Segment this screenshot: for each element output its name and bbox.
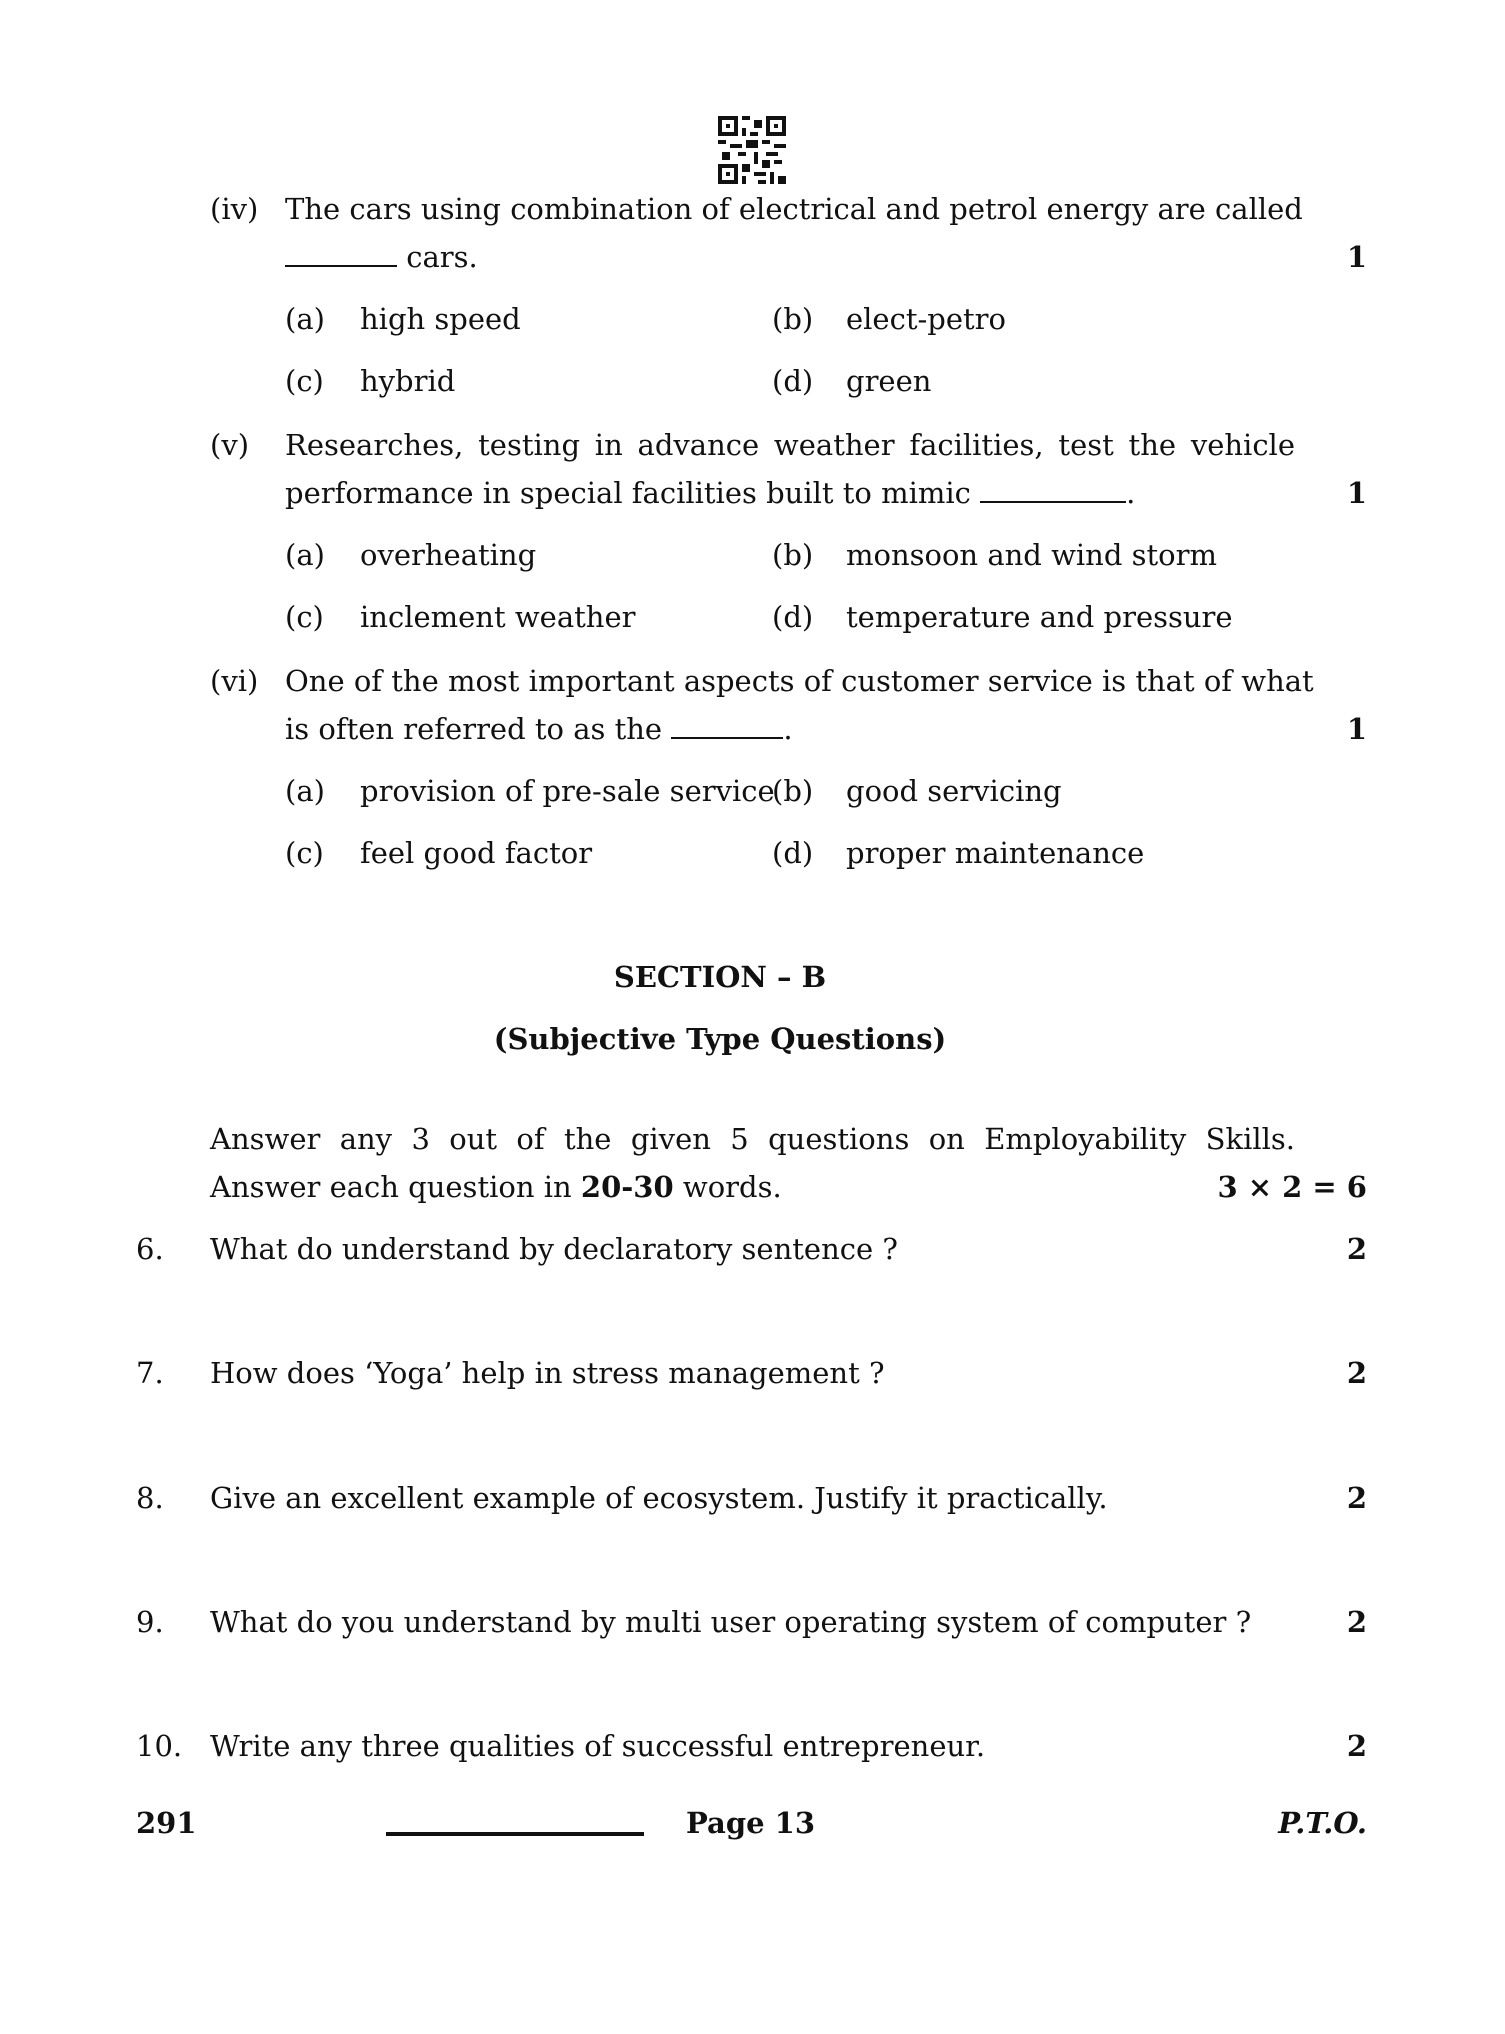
instruction-line2 <box>210 1170 782 1204</box>
question-marks: 2 <box>1346 1481 1367 1515</box>
question-text-line1: The cars using combination of electrical and petrol energy are called <box>285 192 1303 226</box>
question-text: How does ‘Yoga’ help in stress management ? <box>210 1356 885 1390</box>
option-label: (c) <box>285 600 324 634</box>
answer-blank <box>285 264 397 267</box>
question-text-line2-start: is often referred to as the <box>285 712 663 746</box>
option-text: proper maintenance <box>846 836 1145 870</box>
option-text: high speed <box>360 302 521 336</box>
question-number: 8. <box>136 1481 164 1515</box>
question-text-line2-end: cars. <box>406 240 478 274</box>
option-text: inclement weather <box>360 600 636 634</box>
question-number: (v) <box>210 428 250 462</box>
question-number: 9. <box>136 1605 164 1639</box>
question-text-line2-end: . <box>1126 476 1136 510</box>
instruction-text: Answer each question in <box>210 1170 581 1204</box>
option-label: (c) <box>285 836 324 870</box>
section-title: SECTION – B <box>613 960 827 994</box>
footer-rule <box>386 1832 644 1836</box>
option-label: (d) <box>772 600 814 634</box>
section-total-marks: 3 × 2 = 6 <box>1217 1170 1367 1204</box>
option-label: (b) <box>772 538 814 572</box>
option-label: (c) <box>285 364 324 398</box>
qr-code <box>718 116 786 184</box>
option-text: provision of pre-sale service <box>360 774 775 808</box>
question-number: 6. <box>136 1232 164 1266</box>
option-label: (b) <box>772 302 814 336</box>
option-text: hybrid <box>360 364 456 398</box>
option-label: (a) <box>285 774 325 808</box>
question-text: Give an excellent example of ecosystem. Justify it practically. <box>210 1481 1108 1515</box>
instruction-text-end: words. <box>673 1170 782 1204</box>
answer-blank <box>671 736 783 739</box>
instruction-word-range: 20-30 <box>580 1170 674 1204</box>
option-text: overheating <box>360 538 537 572</box>
question-text-line2 <box>285 712 793 746</box>
option-text: elect-petro <box>846 302 1006 336</box>
option-text: green <box>846 364 932 398</box>
question-marks: 1 <box>1346 476 1367 510</box>
page-number: Page 13 <box>686 1806 815 1840</box>
question-text-line1: Researches, testing in advance weather facilities, test the vehicle <box>285 428 1295 462</box>
paper-code: 291 <box>136 1806 197 1840</box>
question-text: What do you understand by multi user operating system of computer ? <box>210 1605 1252 1639</box>
pto-label: P.T.O. <box>1278 1806 1367 1840</box>
question-number: (iv) <box>210 192 259 226</box>
question-text-line1: One of the most important aspects of customer service is that of what <box>285 664 1314 698</box>
option-text: feel good factor <box>360 836 593 870</box>
option-text: good servicing <box>846 774 1062 808</box>
question-text-line2 <box>285 240 478 274</box>
option-text: temperature and pressure <box>846 600 1233 634</box>
question-marks: 2 <box>1346 1232 1367 1266</box>
section-subtitle: (Subjective Type Questions) <box>493 1022 947 1056</box>
question-marks: 2 <box>1346 1729 1367 1763</box>
question-text: What do understand by declaratory sentence ? <box>210 1232 898 1266</box>
question-marks: 2 <box>1346 1605 1367 1639</box>
question-marks: 2 <box>1346 1356 1367 1390</box>
option-label: (b) <box>772 774 814 808</box>
option-label: (d) <box>772 364 814 398</box>
option-label: (a) <box>285 302 325 336</box>
question-text-line2-end: . <box>783 712 793 746</box>
answer-blank <box>980 500 1126 503</box>
question-marks: 1 <box>1346 240 1367 274</box>
question-marks: 1 <box>1346 712 1367 746</box>
option-label: (d) <box>772 836 814 870</box>
question-number: (vi) <box>210 664 259 698</box>
question-number: 10. <box>136 1729 183 1763</box>
option-label: (a) <box>285 538 325 572</box>
question-text-line2 <box>285 476 1135 510</box>
question-number: 7. <box>136 1356 164 1390</box>
option-text: monsoon and wind storm <box>846 538 1217 572</box>
instruction-line1: Answer any 3 out of the given 5 questions on Employability Skills. <box>210 1122 1295 1156</box>
question-text: Write any three qualities of successful entrepreneur. <box>210 1729 986 1763</box>
question-text-line2-start: performance in special facilities built to mimic <box>285 476 971 510</box>
